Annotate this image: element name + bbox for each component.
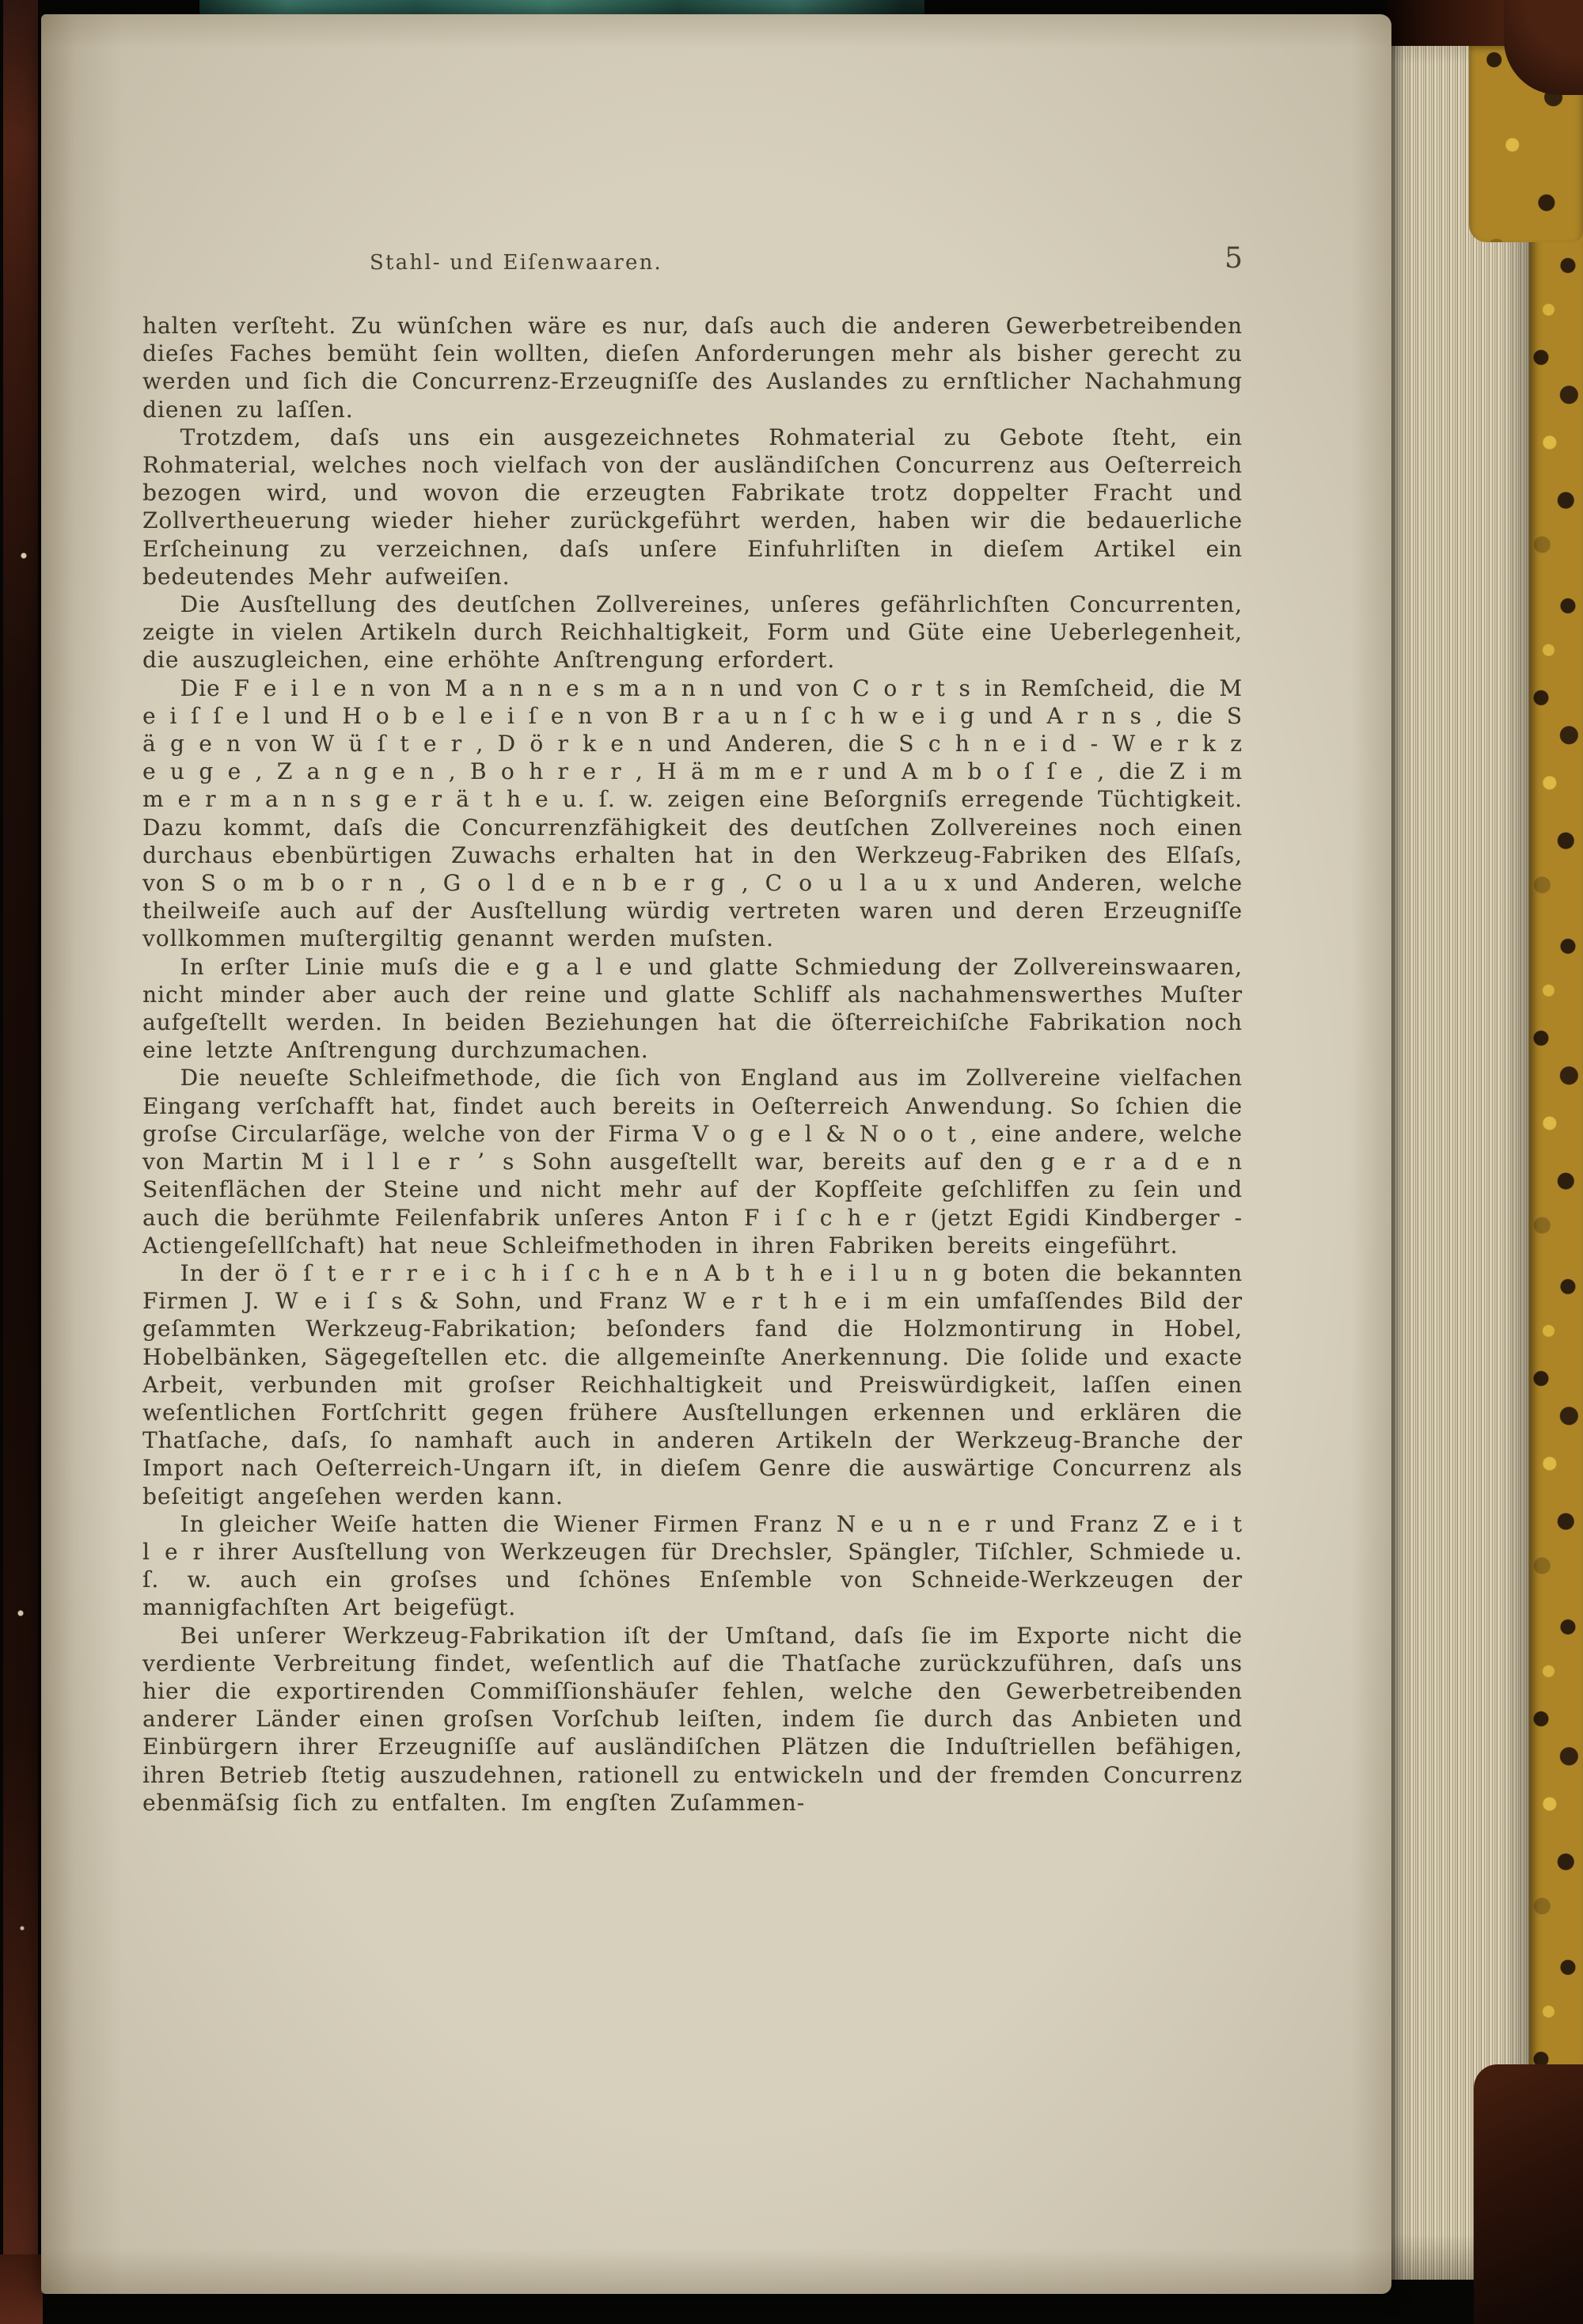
paragraph: Bei unſerer Werkzeug-Fabrikation iſt der Umſtand, daſs ſie im Exporte nicht die verdiente Verbreitung findet, weſentlich auf die Thatſache zurückzuführen, daſs uns hier die exportirenden Commiſſionshäuſer fehlen, welche den Gewerbetreibenden anderer Länder einen groſsen Vorſchub leiſten, indem ſie durch das Anbieten und Einbürgern ihrer Erzeugniſſe auf ausländiſchen Plätzen die Induſtriellen befähigen, ihren Betrieb ſtetig auszudehnen, rationell zu entwickeln und der fremden Concurrenz ebenmäſsig ſich zu entfalten. Im engſten Zuſammen- [142,1622,1243,1816]
running-header: Stahl- und Eiſenwaaren. [369,251,662,275]
book-page [41,14,1391,2294]
paragraph: Die neueſte Schleifmethode, die ſich von England aus im Zollvereine vielfachen Eingang verſchafft hat, findet auch bereits in Oeſterreich Anwendung. So ſchien die groſse Circularſäge, welche von der Firma V o g e l & N o o t , eine andere, welche von Martin M i l l e r ’ s Sohn ausgeſtellt war, bereits auf den g e r a d e n Seitenflächen der Steine und nicht mehr auf der Kopfſeite geſchliffen zu ſein und auch die berühmte Feilenfabrik unſeres Anton F i ſ c h e r (jetzt Egidi Kindberger - Actiengeſellſchaft) hat neue Schleifmethoden in ihren Fabriken bereits eingeführt. [142,1065,1243,1259]
page-fore-edge [1390,19,1547,2280]
page-number: 5 [1224,242,1243,275]
paragraph: Die Ausſtellung des deutſchen Zollvereines, unſeres gefährlichſten Concurrenten, zeigte in vielen Artikeln durch Reichhaltigkeit, Form und Güte eine Ueberlegenheit, die auszugleichen, eine erhöhte Anſtrengung erfordert. [142,591,1243,674]
paragraph: In erſter Linie muſs die e g a l e und glatte Schmiedung der Zollvereinswaaren, nicht minder aber auch der reine und glatte Schliff als nachahmenswerthes Muſter aufgeſtellt werden. In beiden Beziehungen hat die öſterreichiſche Fabrikation noch eine letzte Anſtrengung durchzumachen. [142,953,1243,1064]
leather-corner-bottom-left [0,2254,43,2324]
page-body [142,312,1243,1817]
paragraph: Die F e i l e n von M a n n e s m a n n und von C o r t s in Remſcheid, die M e i ſ ſ e l und H o b e l e i ſ e n von B r a u n ſ c h w e i g und A r n s , die S ä g e n von W ü ſ t e r , D ö r k e n und Anderen, die S c h n e i d - W e r k z e u g e , Z a n g e n , B o h r e r , H ä m m e r und A m b o ſ ſ e , die Z i m m e r m a n n s g e r ä t h e u. ſ. w. zeigen eine Beſorgniſs erregende Tüchtigkeit. Dazu kommt, daſs die Concurrenzfähigkeit des deutſchen Zollvereines noch einen durchaus ebenbürtigen Zuwachs erhalten hat in den Werkzeug-Fabriken des Elſaſs, von S o m b o r n , G o l d e n b e r g , C o u l a u x und Anderen, welche theilweiſe auch auf der Ausſtellung würdig vertreten waren und deren Erzeugniſſe vollkommen muſtergiltig genannt werden muſsten. [142,674,1243,952]
top-edge-stain [199,0,924,16]
paragraph: In gleicher Weiſe hatten die Wiener Firmen Franz N e u n e r und Franz Z e i t l e r ihrer Ausſtellung von Werkzeugen für Drechsler, Spängler, Tiſchler, Schmiede u. ſ. w. auch ein groſses und ſchönes Enſemble von Schneide-Werkzeugen der mannigfachſten Art beigefügt. [142,1510,1243,1621]
leather-corner-bottom-right [1474,2064,1583,2324]
paragraph: halten verſteht. Zu wünſchen wäre es nur, daſs auch die anderen Gewerbetreibenden dieſes Faches bemüht ſein wollten, dieſen Anforderungen mehr als bisher gerecht zu werden und ſich die Concurrenz-Erzeugniſſe des Auslandes zu ernſtlicher Nachahmung dienen zu laſſen. [142,313,1243,423]
paragraph: In der ö ſ t e r r e i c h i ſ c h e n A b t h e i l u n g boten die bekannten Firmen J. W e i ſ s & Sohn, und Franz W e r t h e i m ein umfaſſendes Bild der geſammten Werkzeug-Fabrikation; beſonders fand die Holzmontirung in Hobel, Hobelbänken, Sägegeſtellen etc. die allgemeinſte Anerkennung. Die ſolide und exacte Arbeit, verbunden mit groſser Reichhaltigkeit und Preiswürdigkeit, laſſen einen weſentlichen Fortſchritt gegen frühere Ausſtellungen erkennen und erklären die Thatſache, daſs, ſo namhaft auch in anderen Artikeln der Werkzeug-Branche der Import nach Oeſterreich-Ungarn iſt, in dieſem Genre die auswärtige Concurrenz als beſeitigt angeſehen werden kann. [142,1259,1243,1509]
left-cover-edge [3,0,38,2324]
paragraph: Trotzdem, daſs uns ein ausgezeichnetes Rohmaterial zu Gebote ſteht, ein Rohmaterial, welches noch vielfach von der ausländiſchen Concurrenz aus Oeſterreich bezogen wird, und wovon die erzeugten Fabrikate trotz doppelter Fracht und Zollvertheuerung wieder hieher zurückgeführt werden, haben wir die bedauerliche Erſcheinung zu verzeichnen, daſs unſere Einfuhrliſten in dieſem Artikel ein bedeutendes Mehr aufweiſen. [142,423,1243,590]
marbled-cover-edge [1529,0,1583,2324]
